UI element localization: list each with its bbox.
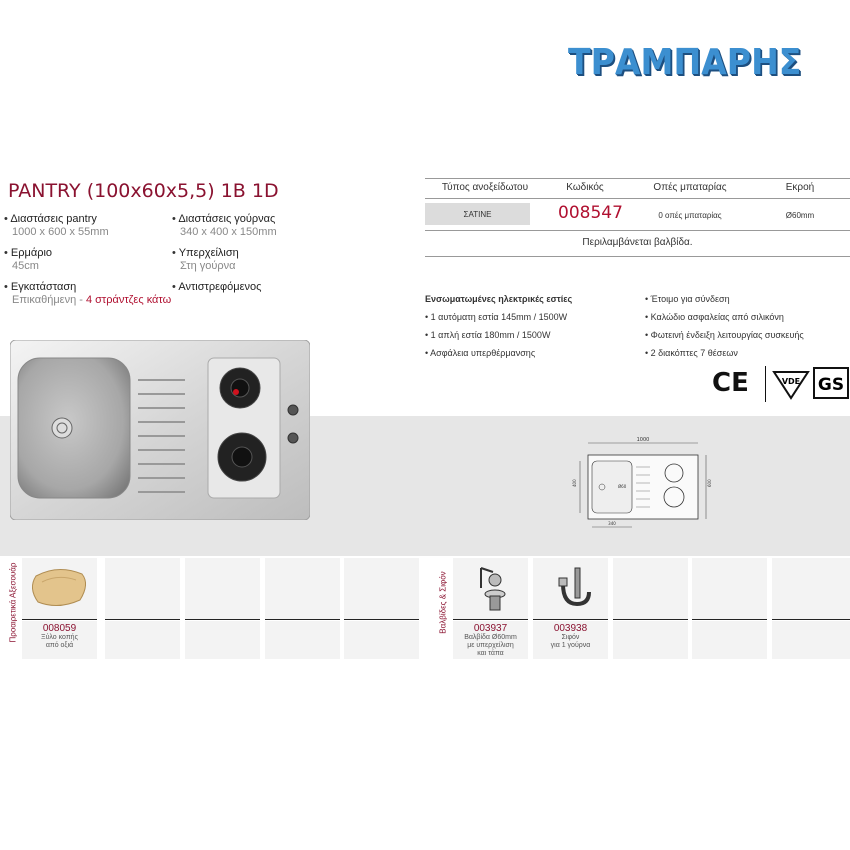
spec-label: Ερμάριο: [10, 247, 53, 259]
spec-item: • Ερμάριο: [4, 247, 53, 259]
accessory-info-empty: [185, 621, 260, 659]
siphon-icon: [533, 558, 608, 620]
holes-value: 0 οπές μπαταρίας: [658, 211, 722, 220]
spec-value: [4, 294, 171, 307]
spec-item: • Διαστάσεις γούρνας: [172, 213, 276, 225]
spec-label: Υπερχείλιση: [178, 247, 239, 259]
accessory-code: 003937: [473, 623, 508, 634]
feature-text: Έτοιμο για σύνδεση: [650, 294, 730, 304]
technical-drawing: [570, 435, 720, 535]
features-left: [425, 290, 572, 362]
accessory-desc: από οξιά: [45, 642, 74, 649]
spec-item: • Εγκατάσταση: [4, 281, 77, 293]
accessory-desc: και τάπα: [477, 650, 504, 657]
outlet-value: Ø60mm: [785, 211, 815, 220]
table-row-line: [425, 230, 850, 231]
accessory-info-empty: [105, 621, 180, 659]
accessory-info-empty: [265, 621, 340, 659]
feature-item: • 1 αυτόματη εστία 145mm / 1500W: [425, 312, 568, 322]
cert-divider: [765, 366, 766, 402]
feature-text: 1 απλή εστία 180mm / 1500W: [430, 330, 551, 340]
feature-item: • Φωτεινή ένδειξη λειτουργίας συσκευής: [645, 330, 804, 340]
spec-value: 1000 x 600 x 55mm: [12, 226, 109, 238]
table-bottom-line: [425, 256, 850, 257]
accessory-slot-empty: [265, 558, 340, 620]
spec-label: Διαστάσεις pantry: [10, 213, 97, 225]
features-right: [645, 290, 804, 362]
sink-product-image: [10, 340, 310, 520]
accessory-info: [533, 621, 608, 659]
accessory-info: [453, 621, 528, 659]
accessory-slot-empty: [692, 558, 767, 620]
spec-item: • Υπερχείλιση: [172, 247, 239, 259]
dim-bowl-width: 340: [608, 521, 616, 526]
gs-text: GS: [817, 375, 845, 395]
spec-label: Αντιστρεφόμενος: [178, 281, 262, 293]
ce-mark: CE: [712, 368, 749, 398]
accessory-info-empty: [772, 621, 850, 659]
accessory-slot-empty: [105, 558, 180, 620]
table-header-code: Κωδικός: [566, 182, 604, 193]
table-header-finish: Τύπος ανοξείδωτου: [441, 182, 529, 193]
feature-text: 2 διακόπτες 7 θέσεων: [650, 348, 738, 358]
accessory-slot[interactable]: [22, 558, 97, 620]
accessory-desc: με υπερχείλιση: [467, 642, 514, 649]
brand-logo: ΤΡΑΜΠΑΡΗΣ: [568, 42, 802, 83]
dim-bowl-depth: 400: [572, 479, 577, 487]
feature-text: Ασφάλεια υπερθέρμανσης: [430, 348, 536, 358]
feature-text: Καλώδιο ασφαλείας από σιλικόνη: [650, 312, 784, 322]
accessory-slot-empty: [185, 558, 260, 620]
table-header-outlet: Εκροή: [785, 182, 815, 193]
feature-item: • 1 απλή εστία 180mm / 1500W: [425, 330, 551, 340]
gs-mark: [813, 367, 849, 399]
feature-item: • Ασφάλεια υπερθέρμανσης: [425, 348, 536, 358]
product-code: 008547: [558, 203, 623, 223]
spec-value-prefix: Επικαθήμενη -: [12, 294, 86, 306]
spec-label: Εγκατάσταση: [10, 281, 77, 293]
vde-text: VDE: [781, 377, 801, 386]
table-top-line: [425, 178, 850, 179]
accessory-desc: Ξύλο κοπής: [41, 634, 78, 641]
spec-left-column: [4, 213, 171, 307]
dim-depth: 600: [707, 479, 712, 487]
spec-item: • Αντιστρεφόμενος: [172, 281, 262, 293]
accessory-slot-empty: [772, 558, 850, 620]
vde-mark: [772, 368, 810, 400]
finish-value: ΣΑΤΙΝΕ: [463, 210, 492, 219]
spec-value: Στη γούρνα: [180, 260, 236, 272]
product-title: PANTRY (100x60x5,5) 1B 1D: [8, 180, 279, 202]
spec-value: 340 x 400 x 150mm: [180, 226, 277, 238]
table-header-line: [425, 198, 850, 199]
spec-label: Διαστάσεις γούρνας: [178, 213, 276, 225]
accessory-info-empty: [613, 621, 688, 659]
accessory-desc: Βαλβίδα Ø60mm: [464, 634, 517, 641]
spec-value: 45cm: [12, 260, 39, 272]
spec-value-highlight: 4 στράντζες κάτω: [85, 294, 172, 306]
feature-item: • Καλώδιο ασφαλείας από σιλικόνη: [645, 312, 784, 322]
group-label-text: Βαλβίδες & Σιφόν: [438, 571, 448, 634]
accessory-code: 003938: [553, 623, 588, 634]
cutting-board-icon: [22, 558, 97, 620]
accessory-desc: Σιφόν: [561, 634, 580, 641]
table-note: Περιλαμβάνεται βαλβίδα.: [582, 237, 693, 248]
accessory-slot[interactable]: [453, 558, 528, 620]
accessory-info-empty: [692, 621, 767, 659]
feature-text: 1 αυτόματη εστία 145mm / 1500W: [430, 312, 568, 322]
valve-icon: [453, 558, 528, 620]
dim-width: 1000: [636, 437, 650, 443]
spec-right-column: [172, 213, 277, 294]
features-title: Ενσωματωμένες ηλεκτρικές εστίες: [425, 294, 573, 304]
accessory-code: 008059: [42, 623, 77, 634]
accessory-slot[interactable]: [533, 558, 608, 620]
accessory-slot-empty: [344, 558, 419, 620]
feature-text: Φωτεινή ένδειξη λειτουργίας συσκευής: [650, 330, 804, 340]
spec-item: • Διαστάσεις pantry: [4, 213, 97, 225]
accessory-desc: για 1 γούρνα: [550, 642, 591, 649]
table-header-holes: Οπές μπαταρίας: [653, 182, 727, 193]
accessory-info: [22, 621, 97, 659]
dim-outlet: Ø60: [618, 484, 627, 489]
feature-item: • 2 διακόπτες 7 θέσεων: [645, 348, 738, 358]
accessory-info-empty: [344, 621, 419, 659]
feature-item: • Έτοιμο για σύνδεση: [645, 294, 730, 304]
accessory-slot-empty: [613, 558, 688, 620]
group-label-text: Προαιρετικά Αξεσουάρ: [8, 562, 18, 643]
